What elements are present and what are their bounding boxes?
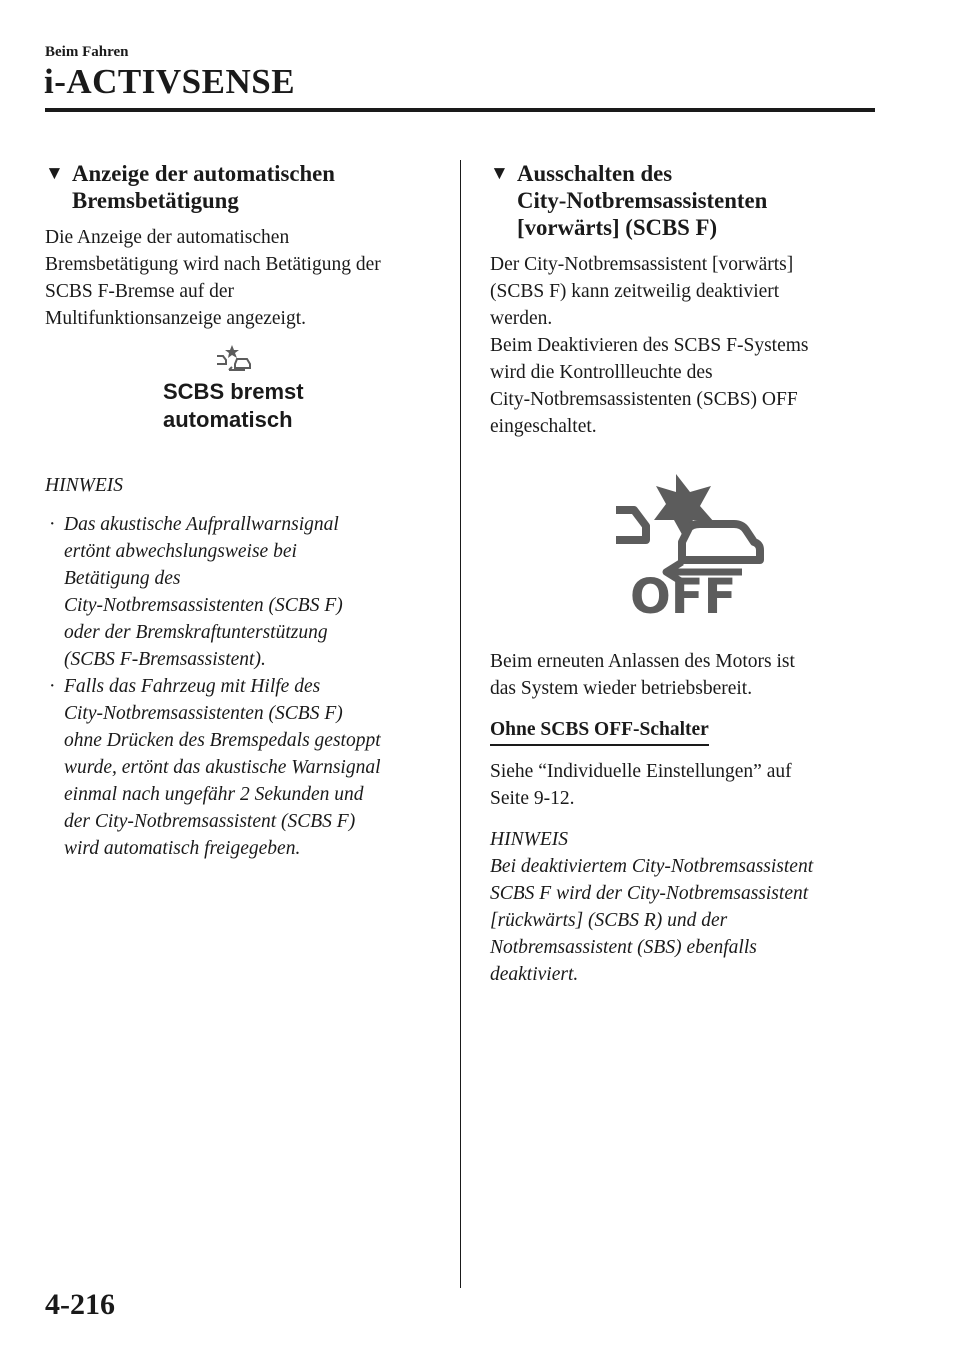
heading-automatic-braking-display bbox=[45, 160, 445, 214]
text-line: Bremsbetätigung wird nach Betätigung der bbox=[45, 254, 381, 275]
scbs-off-figure bbox=[490, 458, 880, 648]
scbs-off-warning-icon bbox=[610, 468, 770, 618]
text-line: Die Anzeige der automatischen bbox=[45, 227, 290, 248]
heading-line: City-Notbremsassistenten bbox=[517, 188, 768, 213]
bullet-dot: · bbox=[49, 514, 56, 535]
text-line: oder der Bremskraftunterstützung bbox=[64, 622, 328, 643]
reference-paragraph bbox=[490, 758, 880, 812]
text-line: Betätigung des bbox=[64, 568, 181, 589]
text-line: wird automatisch freigegeben. bbox=[64, 838, 301, 859]
deactivation-paragraph bbox=[490, 251, 880, 440]
text-line: Siehe “Individuelle Einstellungen” auf bbox=[490, 761, 792, 782]
intro-paragraph bbox=[45, 224, 445, 332]
heading-line: Ausschalten des bbox=[517, 161, 673, 186]
column-divider bbox=[460, 160, 461, 1288]
triangle-marker-icon: ▼ bbox=[490, 163, 509, 184]
text-line: einmal nach ungefähr 2 Sekunden und bbox=[64, 784, 364, 805]
text-line: City-Notbremsassistenten (SCBS F) bbox=[64, 595, 343, 616]
note-title: HINWEIS bbox=[45, 475, 123, 496]
scbs-brake-icon bbox=[215, 342, 253, 372]
heading-line: [vorwärts] (SCBS F) bbox=[517, 215, 718, 240]
text-line: ohne Drücken des Bremspedals gestoppt bbox=[64, 730, 381, 751]
text-line: (SCBS F) kann zeitweilig deaktiviert bbox=[490, 281, 780, 302]
text-line: das System wieder betriebsbereit. bbox=[490, 678, 753, 699]
text-line: Das akustische Aufprallwarnsignal bbox=[64, 514, 339, 535]
text-line: wurde, ertönt das akustische Warnsignal bbox=[64, 757, 381, 778]
text-line: SCBS F-Bremse auf der bbox=[45, 281, 235, 302]
off-label: OFF bbox=[630, 569, 737, 618]
note-bullet bbox=[45, 511, 445, 673]
text-line: City-Notbremsassistenten (SCBS F) bbox=[64, 703, 343, 724]
text-line: Beim erneuten Anlassen des Motors ist bbox=[490, 651, 795, 672]
text-line: ertönt abwechslungsweise bei bbox=[64, 541, 297, 562]
page-title: i-ACTIVSENSE bbox=[44, 62, 296, 101]
text-line: Falls das Fahrzeug mit Hilfe des bbox=[64, 676, 321, 697]
text-line: [rückwärts] (SCBS R) und der bbox=[490, 910, 728, 931]
text-line: wird die Kontrollleuchte des bbox=[490, 362, 713, 383]
display-line: SCBS bremst bbox=[163, 379, 304, 404]
note-paragraph bbox=[490, 853, 880, 988]
triangle-marker-icon: ▼ bbox=[45, 163, 64, 184]
text-line: deaktiviert. bbox=[490, 964, 579, 985]
text-line: der City-Notbremsassistent (SCBS F) bbox=[64, 811, 356, 832]
heading-switch-off-scbs bbox=[490, 160, 880, 241]
note-title: HINWEIS bbox=[490, 829, 568, 850]
subheading-without-off-switch: Ohne SCBS OFF-Schalter bbox=[490, 716, 709, 746]
text-line: Bei deaktiviertem City-Notbremsassistent bbox=[490, 856, 814, 877]
heading-line: Bremsbetätigung bbox=[72, 188, 239, 213]
text-line: Multifunktionsanzeige angezeigt. bbox=[45, 308, 307, 329]
display-message bbox=[163, 378, 304, 434]
note-bullet bbox=[45, 673, 445, 862]
text-line: Der City-Notbremsassistent [vorwärts] bbox=[490, 254, 794, 275]
text-line: eingeschaltet. bbox=[490, 416, 597, 437]
right-column bbox=[490, 160, 880, 988]
left-column bbox=[45, 160, 445, 862]
page-number: 4-216 bbox=[45, 1288, 115, 1321]
restart-paragraph bbox=[490, 648, 880, 702]
header-rule bbox=[45, 108, 875, 112]
multifunction-display-figure bbox=[45, 338, 445, 458]
text-line: (SCBS F-Bremsassistent). bbox=[64, 649, 266, 670]
section-label: Beim Fahren bbox=[45, 44, 129, 60]
text-line: werden. bbox=[490, 308, 553, 329]
heading-line: Anzeige der automatischen bbox=[72, 161, 335, 186]
bullet-dot: · bbox=[49, 676, 56, 697]
text-line: Notbremsassistent (SBS) ebenfalls bbox=[490, 937, 757, 958]
text-line: Beim Deaktivieren des SCBS F-Systems bbox=[490, 335, 809, 356]
text-line: City-Notbremsassistenten (SCBS) OFF bbox=[490, 389, 798, 410]
text-line: SCBS F wird der City-Notbremsassistent bbox=[490, 883, 809, 904]
text-line: Seite 9-12. bbox=[490, 788, 575, 809]
display-line: automatisch bbox=[163, 407, 293, 432]
